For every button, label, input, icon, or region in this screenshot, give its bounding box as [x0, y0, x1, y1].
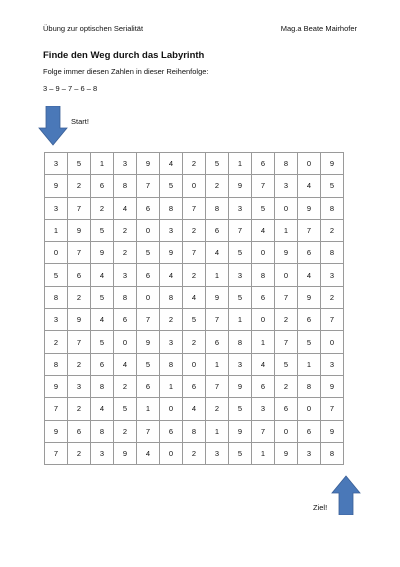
maze-cell: 7 — [275, 331, 298, 353]
maze-cell: 7 — [229, 219, 252, 241]
maze-cell: 3 — [91, 442, 114, 464]
maze-cell: 8 — [160, 286, 183, 308]
maze-cell: 2 — [183, 442, 206, 464]
maze-cell: 8 — [114, 286, 137, 308]
maze-cell: 4 — [298, 264, 321, 286]
maze-cell: 2 — [68, 398, 91, 420]
maze-row — [45, 175, 344, 197]
maze-cell: 6 — [114, 309, 137, 331]
maze-cell: 8 — [252, 264, 275, 286]
maze-cell: 7 — [298, 219, 321, 241]
start-arrow-shape — [39, 106, 67, 145]
maze-cell: 2 — [68, 286, 91, 308]
maze-cell: 7 — [183, 242, 206, 264]
maze-cell: 8 — [160, 197, 183, 219]
maze-cell: 4 — [114, 353, 137, 375]
maze-cell: 9 — [229, 375, 252, 397]
maze-cell: 8 — [321, 197, 344, 219]
maze-cell: 2 — [114, 420, 137, 442]
maze-cell: 3 — [206, 442, 229, 464]
maze-cell: 3 — [160, 331, 183, 353]
instruction-text: Folge immer diesen Zahlen in dieser Reihenfolge: — [43, 67, 209, 76]
goal-label: Ziel! — [313, 503, 328, 512]
maze-cell: 0 — [298, 153, 321, 175]
maze-cell: 3 — [275, 175, 298, 197]
maze-cell: 0 — [137, 286, 160, 308]
maze-cell: 1 — [91, 153, 114, 175]
maze-cell: 5 — [229, 442, 252, 464]
maze-cell: 0 — [114, 331, 137, 353]
maze-cell: 5 — [68, 153, 91, 175]
maze-cell: 8 — [321, 242, 344, 264]
maze-cell: 6 — [298, 420, 321, 442]
maze-row — [45, 264, 344, 286]
maze-cell: 7 — [137, 309, 160, 331]
maze-cell: 0 — [275, 420, 298, 442]
maze-cell: 0 — [321, 331, 344, 353]
maze-cell: 7 — [137, 420, 160, 442]
maze-cell: 1 — [252, 442, 275, 464]
maze-cell: 7 — [68, 242, 91, 264]
maze-cell: 5 — [275, 353, 298, 375]
maze-cell: 3 — [45, 197, 68, 219]
maze-cell: 0 — [183, 353, 206, 375]
maze-cell: 2 — [68, 353, 91, 375]
maze-cell: 7 — [321, 398, 344, 420]
maze-cell: 2 — [114, 219, 137, 241]
maze-cell: 0 — [160, 398, 183, 420]
maze-cell: 3 — [321, 264, 344, 286]
maze-cell: 0 — [183, 175, 206, 197]
maze-cell: 8 — [206, 197, 229, 219]
maze-cell: 0 — [275, 264, 298, 286]
maze-cell: 7 — [137, 175, 160, 197]
maze-cell: 3 — [229, 197, 252, 219]
maze-cell: 2 — [114, 375, 137, 397]
maze-cell: 6 — [275, 398, 298, 420]
maze-cell: 1 — [298, 353, 321, 375]
maze-cell: 8 — [229, 331, 252, 353]
maze-cell: 6 — [206, 331, 229, 353]
maze-cell: 5 — [229, 286, 252, 308]
maze-cell: 0 — [275, 197, 298, 219]
maze-cell: 9 — [137, 153, 160, 175]
maze-cell: 9 — [229, 420, 252, 442]
maze-row — [45, 197, 344, 219]
maze-cell: 6 — [68, 420, 91, 442]
maze-cell: 0 — [137, 219, 160, 241]
maze-cell: 4 — [252, 219, 275, 241]
maze-cell: 5 — [298, 331, 321, 353]
maze-cell: 2 — [321, 219, 344, 241]
maze-cell: 5 — [183, 309, 206, 331]
maze-cell: 2 — [91, 197, 114, 219]
maze-cell: 6 — [137, 375, 160, 397]
maze-cell: 2 — [206, 398, 229, 420]
maze-cell: 3 — [229, 264, 252, 286]
maze-cell: 4 — [91, 309, 114, 331]
maze-cell: 9 — [298, 197, 321, 219]
maze-cell: 8 — [183, 420, 206, 442]
maze-row — [45, 286, 344, 308]
header-right-text: Mag.a Beate Mairhofer — [280, 24, 357, 33]
maze-cell: 6 — [298, 242, 321, 264]
maze-cell: 7 — [321, 309, 344, 331]
maze-cell: 4 — [160, 264, 183, 286]
maze-cell: 1 — [206, 420, 229, 442]
maze-cell: 6 — [298, 309, 321, 331]
maze-cell: 4 — [91, 398, 114, 420]
maze-cell: 9 — [114, 442, 137, 464]
maze-cell: 6 — [252, 286, 275, 308]
maze-cell: 3 — [45, 309, 68, 331]
maze-cell: 7 — [45, 442, 68, 464]
maze-cell: 5 — [229, 398, 252, 420]
maze-cell: 6 — [68, 264, 91, 286]
maze-cell: 9 — [45, 175, 68, 197]
maze-cell: 8 — [114, 175, 137, 197]
maze-cell: 9 — [229, 175, 252, 197]
maze-cell: 1 — [252, 331, 275, 353]
maze-cell: 8 — [91, 375, 114, 397]
maze-cell: 9 — [68, 309, 91, 331]
maze-row — [45, 420, 344, 442]
maze-cell: 8 — [275, 153, 298, 175]
maze-cell: 6 — [91, 175, 114, 197]
maze-cell: 3 — [321, 353, 344, 375]
maze-cell: 5 — [321, 175, 344, 197]
maze-row — [45, 331, 344, 353]
maze-cell: 9 — [298, 286, 321, 308]
maze-cell: 4 — [114, 197, 137, 219]
maze-cell: 3 — [252, 398, 275, 420]
maze-cell: 8 — [91, 420, 114, 442]
maze-cell: 3 — [160, 219, 183, 241]
maze-cell: 4 — [137, 442, 160, 464]
goal-arrow-icon — [331, 475, 361, 515]
maze-cell: 9 — [275, 442, 298, 464]
maze-cell: 2 — [183, 264, 206, 286]
maze-cell: 8 — [298, 375, 321, 397]
maze-cell: 2 — [68, 175, 91, 197]
maze-body — [45, 153, 344, 465]
maze-cell: 3 — [45, 153, 68, 175]
maze-row — [45, 219, 344, 241]
maze-cell: 7 — [252, 175, 275, 197]
header-left-text: Übung zur optischen Serialität — [43, 24, 144, 33]
maze-row — [45, 153, 344, 175]
maze-cell: 2 — [68, 442, 91, 464]
maze-cell: 5 — [206, 153, 229, 175]
maze-row — [45, 353, 344, 375]
maze-cell: 5 — [252, 197, 275, 219]
maze-cell: 8 — [45, 286, 68, 308]
maze-cell: 3 — [114, 153, 137, 175]
maze-cell: 1 — [45, 219, 68, 241]
maze-cell: 2 — [183, 331, 206, 353]
maze-cell: 3 — [229, 353, 252, 375]
maze-cell: 9 — [45, 420, 68, 442]
maze-cell: 9 — [321, 153, 344, 175]
maze-cell: 2 — [275, 309, 298, 331]
maze-cell: 3 — [298, 442, 321, 464]
maze-cell: 5 — [114, 398, 137, 420]
maze-cell: 1 — [160, 375, 183, 397]
maze-cell: 6 — [252, 375, 275, 397]
maze-cell: 9 — [137, 331, 160, 353]
maze-cell: 5 — [137, 242, 160, 264]
maze-cell: 7 — [183, 197, 206, 219]
maze-cell: 5 — [91, 331, 114, 353]
maze-cell: 7 — [68, 197, 91, 219]
maze-cell: 4 — [160, 153, 183, 175]
maze-cell: 6 — [160, 420, 183, 442]
maze-cell: 7 — [206, 309, 229, 331]
maze-cell: 0 — [252, 309, 275, 331]
page-title: Finde den Weg durch das Labyrinth — [43, 50, 205, 61]
maze-cell: 1 — [137, 398, 160, 420]
maze-row — [45, 242, 344, 264]
maze-cell: 9 — [68, 219, 91, 241]
maze-cell: 0 — [160, 442, 183, 464]
maze-cell: 4 — [183, 286, 206, 308]
maze-cell: 2 — [45, 331, 68, 353]
maze-cell: 5 — [137, 353, 160, 375]
maze-cell: 1 — [229, 309, 252, 331]
maze-cell: 5 — [91, 286, 114, 308]
maze-cell: 9 — [275, 242, 298, 264]
maze-cell: 4 — [183, 398, 206, 420]
maze-cell: 2 — [183, 219, 206, 241]
maze-cell: 2 — [206, 175, 229, 197]
maze-cell: 6 — [137, 197, 160, 219]
maze-cell: 9 — [160, 242, 183, 264]
maze-cell: 0 — [298, 398, 321, 420]
maze-cell: 3 — [114, 264, 137, 286]
maze-cell: 8 — [160, 353, 183, 375]
maze-cell: 4 — [252, 353, 275, 375]
maze-cell: 7 — [68, 331, 91, 353]
maze-cell: 0 — [252, 242, 275, 264]
maze-cell: 6 — [183, 375, 206, 397]
maze-row — [45, 375, 344, 397]
maze-cell: 9 — [91, 242, 114, 264]
maze-cell: 2 — [183, 153, 206, 175]
maze-cell: 2 — [114, 242, 137, 264]
number-sequence: 3 – 9 – 7 – 6 – 8 — [43, 84, 98, 93]
maze-row — [45, 309, 344, 331]
maze-cell: 2 — [321, 286, 344, 308]
goal-arrow-shape — [332, 476, 360, 515]
maze-cell: 1 — [206, 353, 229, 375]
maze-cell: 8 — [45, 353, 68, 375]
maze-cell: 2 — [160, 309, 183, 331]
maze-row — [45, 442, 344, 464]
maze-cell: 1 — [229, 153, 252, 175]
start-arrow-icon — [38, 106, 68, 146]
maze-cell: 9 — [321, 420, 344, 442]
maze-cell: 7 — [252, 420, 275, 442]
maze-cell: 5 — [160, 175, 183, 197]
maze-cell: 6 — [137, 264, 160, 286]
maze-cell: 5 — [91, 219, 114, 241]
maze-cell: 1 — [275, 219, 298, 241]
maze-cell: 2 — [275, 375, 298, 397]
maze-cell: 4 — [298, 175, 321, 197]
maze-row — [45, 398, 344, 420]
maze-cell: 6 — [206, 219, 229, 241]
maze-cell: 8 — [321, 442, 344, 464]
maze-cell: 4 — [206, 242, 229, 264]
maze-cell: 5 — [229, 242, 252, 264]
maze-cell: 4 — [91, 264, 114, 286]
maze-cell: 7 — [206, 375, 229, 397]
maze-cell: 7 — [275, 286, 298, 308]
maze-cell: 1 — [206, 264, 229, 286]
maze-cell: 6 — [91, 353, 114, 375]
maze-cell: 3 — [68, 375, 91, 397]
maze-cell: 9 — [45, 375, 68, 397]
start-label: Start! — [71, 117, 89, 126]
maze-cell: 5 — [45, 264, 68, 286]
maze-cell: 6 — [252, 153, 275, 175]
maze-cell: 7 — [45, 398, 68, 420]
number-maze-grid — [44, 152, 344, 465]
maze-cell: 9 — [321, 375, 344, 397]
maze-cell: 9 — [206, 286, 229, 308]
maze-cell: 0 — [45, 242, 68, 264]
